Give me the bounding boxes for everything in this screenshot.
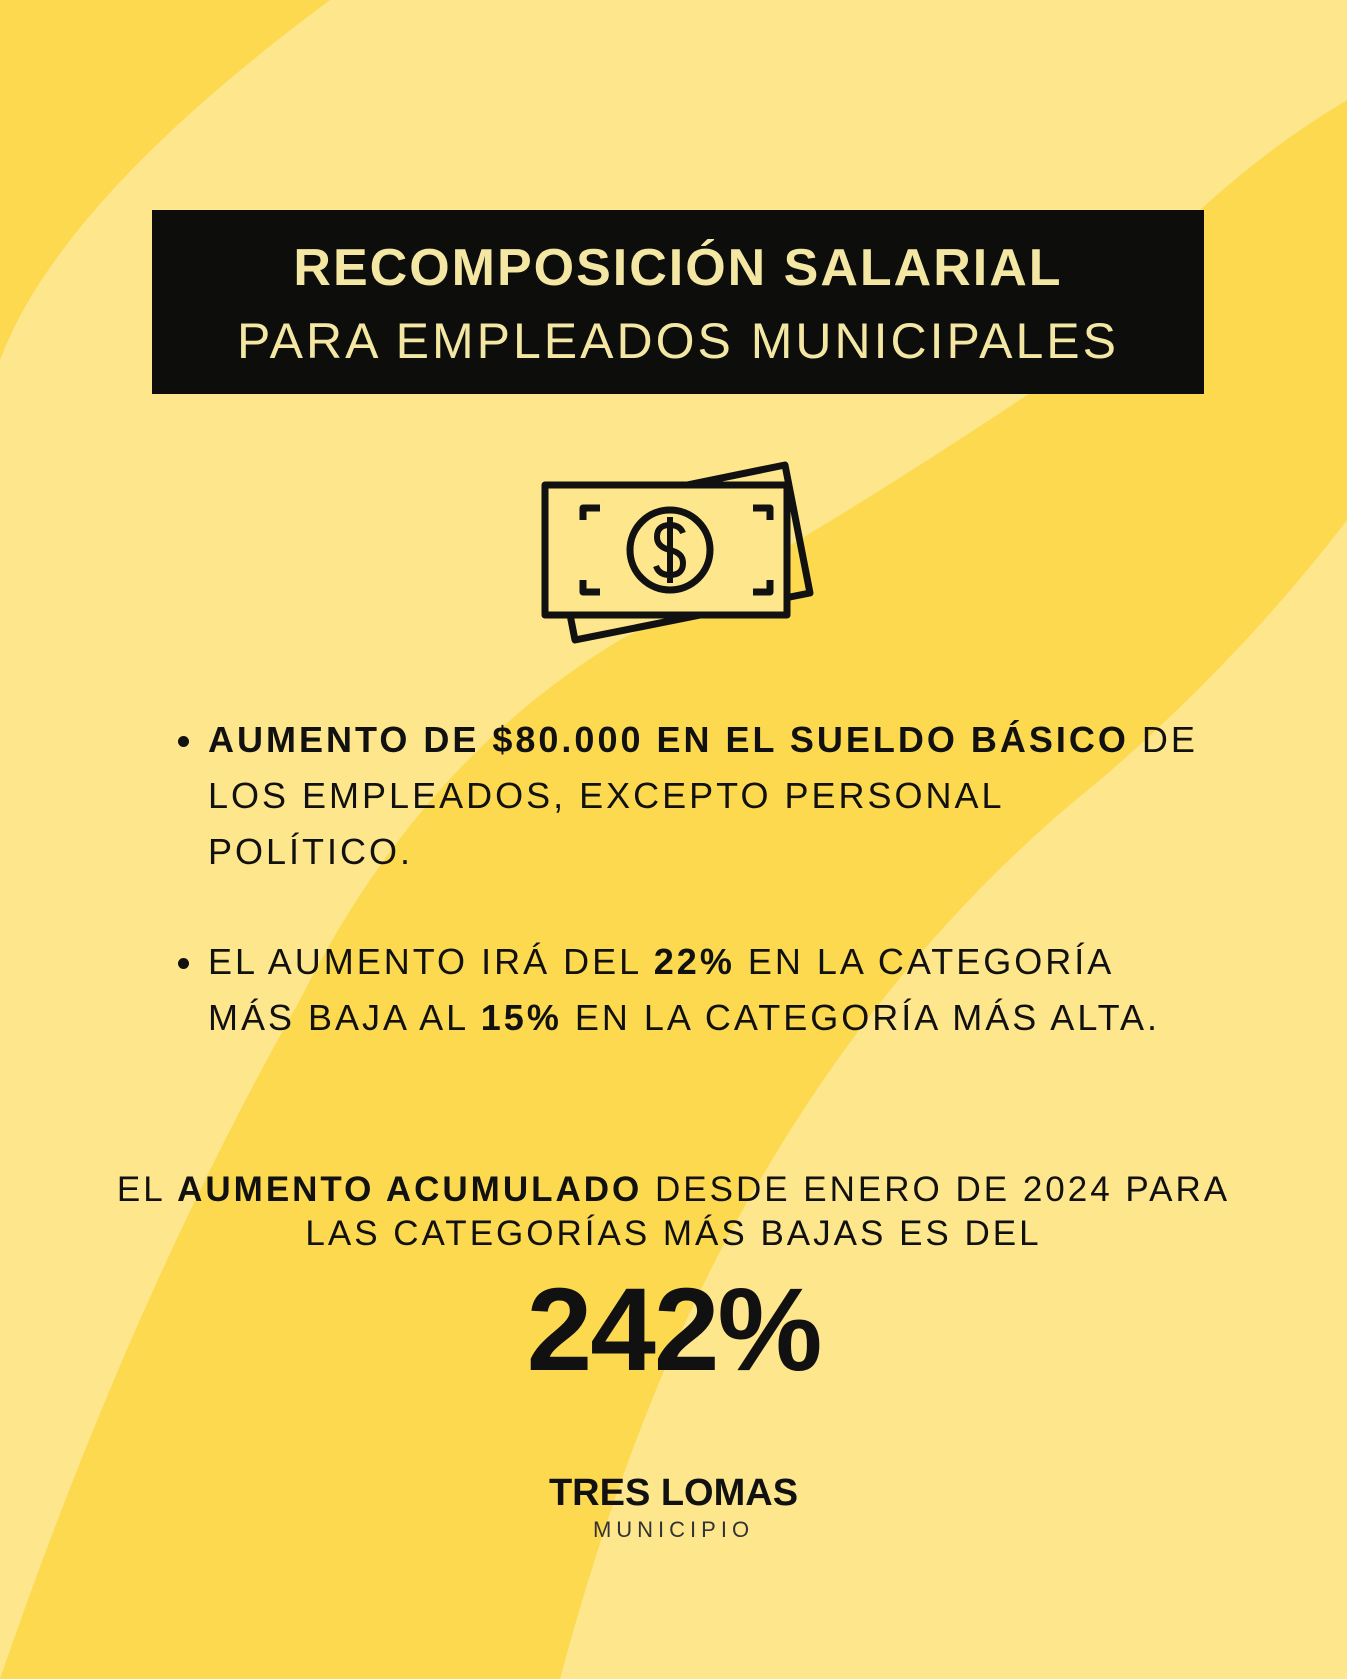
list-item [170,934,1210,1046]
logo-name: TRES LOMAS [548,1472,799,1514]
list-item [170,712,1210,880]
logo-subtitle: MUNICIPIO [592,1517,755,1542]
summary-text [100,1168,1247,1256]
money-bill-icon [540,455,820,645]
bullet-bold-text: 15% [480,997,562,1038]
bullet-text: DE LOS EMPLEADOS, EXCEPTO PERSONAL POLÍTICO. [208,719,1198,872]
summary-suffix: DESDE ENERO DE 2024 PARA LAS CATEGORÍAS MÁS BAJAS ES DEL [305,1170,1231,1253]
summary-bold: AUMENTO ACUMULADO [177,1170,643,1209]
bullet-bold-text: 22% [653,941,735,982]
municipality-logo [0,1472,1347,1543]
bullet-bold-text: AUMENTO DE $80.000 EN EL SUELDO BÁSICO [208,719,1129,760]
bullet-list [170,712,1210,1046]
page-title: RECOMPOSICIÓN SALARIAL [293,239,1063,297]
bullet-dot [178,736,189,747]
title-banner [152,210,1204,394]
summary-prefix: EL [116,1170,178,1209]
bullet-text: EN LA CATEGORÍA MÁS BAJA AL [208,941,1113,1038]
bullet-text: EL AUMENTO IRÁ DEL [208,941,654,982]
page-subtitle: PARA EMPLEADOS MUNICIPALES [237,313,1119,369]
bullet-text: EN LA CATEGORÍA MÁS ALTA. [561,997,1160,1038]
accumulated-percentage: 242% [526,1264,821,1396]
bullet-dot [178,958,189,969]
